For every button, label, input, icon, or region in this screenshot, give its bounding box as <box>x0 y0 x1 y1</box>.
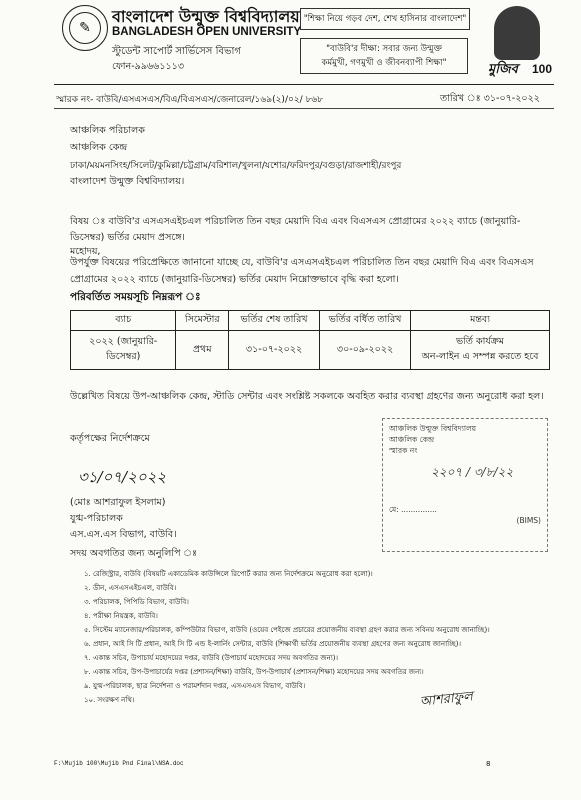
received-stamp <box>382 418 548 552</box>
stamp-line-1: আঞ্চলিক উন্মুক্ত বিশ্ববিদ্যালয় <box>389 424 477 433</box>
body-paragraph: উপর্যুক্ত বিষয়ের পরিপ্রেক্ষিতে জানানো যাচ্ছে যে, বাউবি'র এসএসএইচএল পরিচালিত তিন বছর মেয়াদি বিএ এবং বিএসএস প্রোগ্রামের ২০২২ ব্যাচে (জানুয়ারি-ডিসেম্বর) ভর্তির মেয়াদ নিম্নোক্তভাবে বৃদ্ধি করা হলো। <box>70 257 534 285</box>
mujib-100-text: 100 <box>532 62 553 76</box>
list-item: ৫. সিস্টেম ম্যানেজার/পরিচালক, কম্পিউটার বিভাগ, বাউবি (ওয়েব পেইজে প্রচারের প্রয়োজনীয় ব্যবস্থা গ্রহণ করার জন্য সবিনয় অনুরোধ জানাচ্ছি)। <box>84 626 490 634</box>
header-last-date: ভর্তির শেষ তারিখ <box>229 311 320 331</box>
salutation: মহোদয়, <box>70 246 101 257</box>
university-name-en: BANGLADESH OPEN UNIVERSITY <box>112 26 302 38</box>
table-row <box>71 331 550 370</box>
remark-line-1: ভর্তি কার্যক্রম <box>456 336 505 347</box>
phone-number: ফোন-৯৯৬৬১১১৩ <box>112 61 185 72</box>
list-item: ৭. একান্ত সচিব, উপাচার্য মহোদয়ের দপ্তর, বাউবি (উপাচার্য মহোদয়ের সদয় অবগতির জন্য)। <box>84 654 339 662</box>
schedule-header-row <box>71 311 550 331</box>
bottom-signature: আশরাফুল <box>419 689 474 710</box>
stamp-line-2: আঞ্চলিক কেন্দ্র <box>389 435 435 444</box>
cell-extended-date: ৩০-০৯-২০২২ <box>320 331 411 370</box>
stamp-line-4: মে: ............... <box>389 505 437 514</box>
memo-date: তারিখ ঃ ৩১-০৭-২০২২ <box>440 93 540 104</box>
schedule-title: পরিবর্তিত সময়সূচি নিম্নরূপ ঃ <box>70 291 201 303</box>
page-number: 8 <box>486 760 491 768</box>
handwritten-signature: ৩১/০৭/২০২২ <box>78 468 167 486</box>
stamp-handwritten-number: ২২০৭ / ৩/৮/২২ <box>431 465 514 479</box>
cell-semester: প্রথম <box>176 331 229 370</box>
list-item: ৪. পরীক্ষা নিয়ন্ত্রক, বাউবি। <box>84 612 158 620</box>
signer-department: এস.এস.এস বিভাগ, বাউবি। <box>70 529 177 540</box>
subject-line: বিষয় ঃ বাউবি'র এসএসএইচএল পরিচালিত তিন বছর মেয়াদি বিএ এবং বিএসএস প্রোগ্রামের ২০২২ ব্যাচে (জানুয়ারি-ডিসেম্বর) ভর্তির মেয়াদ প্রসঙ্গে। <box>70 216 521 243</box>
cell-batch: ২০২২ (জানুয়ারি-ডিসেম্বর) <box>71 331 176 370</box>
logo-emblem-icon: ✎ <box>69 12 101 44</box>
addressee-line-3: ঢাকা/ময়মনসিংহ/সিলেট/কুমিল্লা/চট্টগ্রাম/বরিশাল/খুলনা/যশোর/ফরিদপুর/বগুড়া/রাজশাহী/রংপুর <box>70 161 402 171</box>
addressee-line-1: আঞ্চলিক পরিচালক <box>70 125 145 136</box>
cell-remarks <box>411 331 550 370</box>
stamp-line-3: স্মারক নং <box>389 446 418 455</box>
list-item: ৮. একান্ত সচিব, উপ-উপাচার্যের দপ্তর (প্রশাসন/শিক্ষা) বাউবি, উপ-উপাচার্য (প্রশাসন/শিক্ষা) মহোদয়ের সদয় অবগতির জন্য। <box>84 668 424 676</box>
cc-title: সদয় অবগতির জন্য অনুলিপি ঃ <box>70 548 198 559</box>
signer-name: (মোঃ আশরাফুল ইসলাম) <box>70 497 166 508</box>
by-order-line: কর্তৃপক্ষের নির্দেশক্রমে <box>70 433 150 444</box>
slogan-box-1: "শিক্ষা নিয়ে গড়ব দেশ, শেখ হাসিনার বাংলাদেশ" <box>300 8 470 30</box>
header-divider <box>54 84 554 85</box>
stamp-line-5: (BIMS) <box>516 516 541 525</box>
memo-number: স্মারক নং- বাউবি/এসএসএস/বিএ/বিএসএস/জেনারেল/১৬৯(২)/০২/ ৮৬৮ <box>56 95 324 105</box>
header-extended-date: ভর্তির বর্ধিত তারিখ <box>320 311 411 331</box>
addressee-line-4: বাংলাদেশ উন্মুক্ত বিশ্ববিদ্যালয়। <box>70 176 185 187</box>
signer-designation: যুগ্ম-পরিচালক <box>70 513 123 524</box>
file-path: F:\Mujib 100\Mujib Pnd Final\NSA.doc <box>54 760 184 767</box>
cell-last-date: ৩১-০৭-২০২২ <box>229 331 320 370</box>
header-batch: ব্যাচ <box>71 311 176 331</box>
list-item: ৬. প্রধান, আই সি টি প্রধান, আই সি টি এন্ড ই-লার্নিং সেন্টার, বাউবি (শিক্ষার্থী ভর্তির প্রয়োজনীয় ব্যবস্থা গ্রহণের জন্য অনুরোধ জানাচ্ছি)। <box>84 640 462 648</box>
mujib-signature-text: মুজিব <box>488 62 518 77</box>
addressee-line-2: আঞ্চলিক কেন্দ্র <box>70 142 128 153</box>
list-item: ১০. সংরক্ষণ নথি। <box>84 696 135 704</box>
slogan-box-2: "বাউবি'র দীক্ষা: সবার জন্য উন্মুক্ত কর্মমুখী, গণমুখী ও জীবনব্যাপী শিক্ষা" <box>300 38 468 74</box>
list-item: ২. ডীন, এসএসএইচএল, বাউবি। <box>84 584 177 592</box>
reference-divider <box>54 108 554 109</box>
mujib-100-logo <box>478 4 558 78</box>
list-item: ৯. যুগ্ম-পরিচালক, ছাত্র নির্দেশনা ও পরামর্শদান দপ্তর, এসএসএস বিভাগ, বাউবি। <box>84 682 306 690</box>
closing-paragraph: উল্লেখিত বিষয়ে উপ-আঞ্চলিক কেন্দ্র, স্টাডি সেন্টার এবং সংশ্লিষ্ট সকলকে অবহিত করার ব্যবস্থা গ্রহণের জন্য অনুরোধ করা হল। <box>70 391 544 402</box>
university-logo <box>62 5 108 51</box>
list-item: ৩. পরিচালক, পিপিডি বিভাগ, বাউবি। <box>84 598 189 606</box>
remark-line-2: অন-লাইন এ সম্পন্ন করতে হবে <box>421 351 539 362</box>
department-name: স্টুডেন্ট সাপোর্ট সার্ভিসেস বিভাগ <box>112 46 241 57</box>
header-remarks: মন্তব্য <box>411 311 550 331</box>
schedule-table <box>70 310 550 370</box>
university-name-bn: বাংলাদেশ উন্মুক্ত বিশ্ববিদ্যালয় <box>112 7 300 26</box>
header-semester: সিমেস্টার <box>176 311 229 331</box>
list-item: ১. রেজিস্ট্রার, বাউবি (বিষয়টি একাডেমিক কাউন্সিলে রিপোর্ট করার জন্য নির্দেশক্রমে অনুরোধ করা হলো)। <box>84 570 373 578</box>
portrait-image <box>494 6 540 60</box>
